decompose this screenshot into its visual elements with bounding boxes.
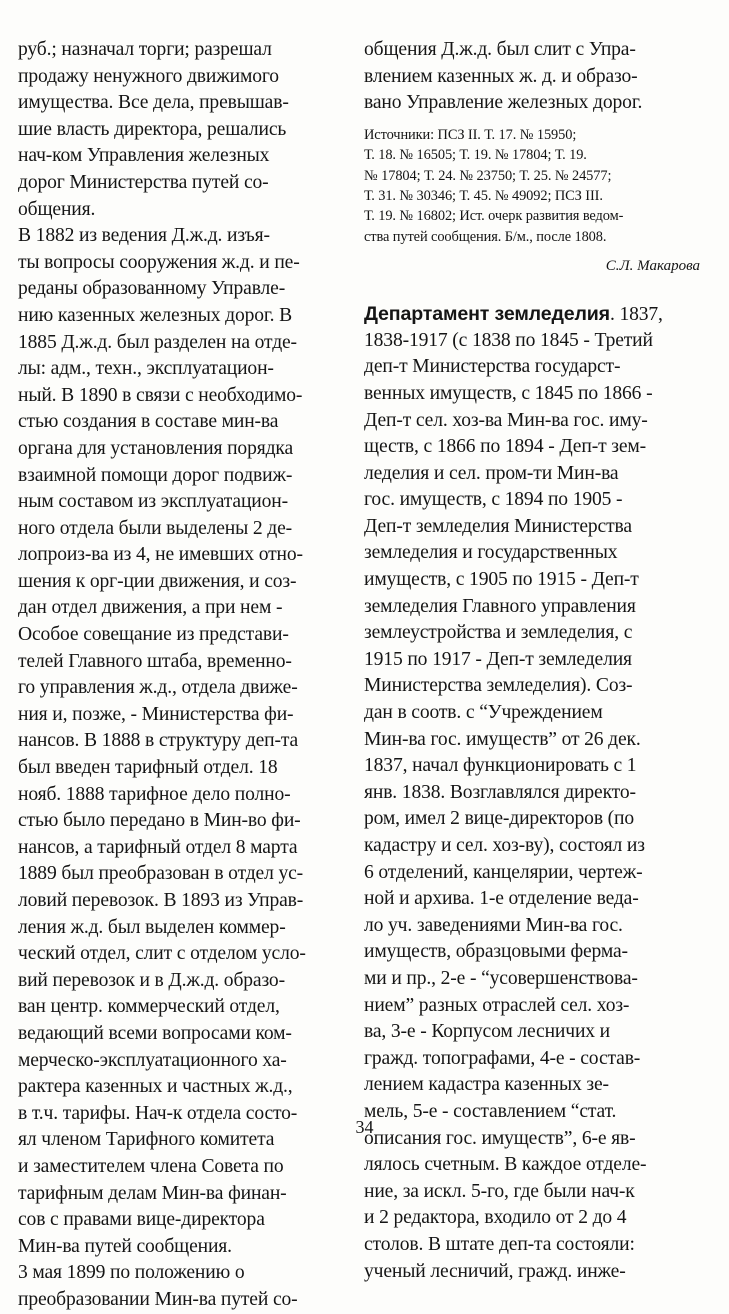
text-line: ван центр. коммерческий отдел, bbox=[18, 996, 280, 1018]
text-line: нансов, а тарифный отдел 8 марта bbox=[18, 836, 298, 858]
author-signature: С.Л. Макарова bbox=[605, 258, 700, 275]
page-number: 34 bbox=[355, 1117, 374, 1137]
text-line: мель, 5-е - составлением “стат. bbox=[364, 1100, 617, 1122]
text-line: 1837, начал функционировать с 1 bbox=[364, 755, 637, 777]
text-line: ный. В 1890 в связи с необходимо- bbox=[18, 384, 303, 406]
text-line: В 1882 из ведения Д.ж.д. изъя- bbox=[18, 225, 270, 247]
text-line: ва, 3-е - Корпусом лесничих и bbox=[364, 1021, 611, 1043]
text-line: нансов. В 1888 в структуру деп-та bbox=[18, 730, 299, 752]
text-line: продажу ненужного движимого bbox=[18, 65, 279, 87]
text-line: общения. bbox=[18, 198, 96, 220]
text-line: вано Управление железных дорог. bbox=[364, 92, 643, 114]
text-line: гражд. топографами, 4-е - состав- bbox=[364, 1047, 641, 1069]
text-line: имущества. Все дела, превышав- bbox=[18, 92, 289, 114]
text-line: дан в соотв. с “Учреждением bbox=[364, 702, 603, 724]
text-line: ведающий всеми вопросами ком- bbox=[18, 1022, 292, 1044]
text-line: нию казенных железных дорог. В bbox=[18, 304, 293, 326]
source-line: Т. 18. № 16505; Т. 19. № 17804; Т. 19. bbox=[364, 147, 587, 164]
source-line: № 17804; Т. 24. № 23750; Т. 25. № 24577; bbox=[364, 167, 612, 184]
text-line: ние, за искл. 5-го, где были нач-к bbox=[364, 1180, 635, 1202]
sources-block bbox=[364, 125, 700, 247]
text-line: нач-ком Управления железных bbox=[18, 145, 270, 167]
text-line: Мин-ва гос. имуществ” от 26 дек. bbox=[364, 728, 641, 750]
text-line: вий перевозок и в Д.ж.д. образо- bbox=[18, 969, 285, 991]
text-line: ществ, с 1866 по 1894 - Деп-т зем- bbox=[364, 436, 646, 458]
text-line: 1889 был преобразован в отдел ус- bbox=[18, 863, 304, 885]
text-line: 1885 Д.ж.д. был разделен на отде- bbox=[18, 331, 297, 353]
text-line: 6 отделений, канцелярии, чертеж- bbox=[364, 861, 643, 883]
source-line: Т. 19. № 16802; Ист. очерк развития ведом- bbox=[364, 208, 624, 225]
text-line: деп-т Министерства государст- bbox=[364, 356, 621, 378]
text-line: влением казенных ж. д. и образо- bbox=[364, 65, 638, 87]
text-line: руб.; назначал торги; разрешал bbox=[18, 39, 272, 60]
text-line: ного отдела были выделены 2 де- bbox=[18, 517, 293, 539]
text-line: дорог Министерства путей со- bbox=[18, 171, 269, 193]
text-line: и 2 редактора, входило от 2 до 4 bbox=[364, 1207, 627, 1229]
text-line: Деп-т сел. хоз-ва Мин-ва гос. иму- bbox=[364, 409, 648, 431]
text-line: был введен тарифный отдел. 18 bbox=[18, 757, 278, 779]
text-line: го управления ж.д., отдела движе- bbox=[18, 677, 298, 699]
text-line: ром, имел 2 вице-директоров (по bbox=[364, 808, 635, 830]
text-line: Департамент земледелия. 1837, bbox=[364, 303, 663, 326]
source-line: ства путей сообщения. Б/м., после 1808. bbox=[364, 228, 607, 245]
text-line: нием” разных отраслей сел. хоз- bbox=[364, 994, 630, 1016]
text-line: ной и архива. 1-е отделение веда- bbox=[364, 888, 639, 910]
text-line: лением кадастра казенных зе- bbox=[364, 1074, 609, 1096]
text-line: кадастру и сел. хоз-ву), состоял из bbox=[364, 835, 645, 856]
text-line: лялось счетным. В каждое отделе- bbox=[364, 1154, 647, 1176]
text-line: рактера казенных и частных ж.д., bbox=[18, 1076, 293, 1098]
text-line: земледелия Главного управления bbox=[364, 595, 636, 617]
text-line: в т.ч. тарифы. Нач-к отдела состо- bbox=[18, 1102, 298, 1124]
text-line: столов. В штате деп-та состояли: bbox=[364, 1233, 635, 1255]
text-line: лы: адм., техн., эксплуатацион- bbox=[18, 358, 274, 380]
text-line: мерческо-эксплуатационного ха- bbox=[18, 1049, 287, 1071]
text-line: описания гос. имуществ”, 6-е яв- bbox=[364, 1127, 636, 1149]
article-heading: Департамент земледелия bbox=[364, 303, 610, 326]
text-line: реданы образованному Управле- bbox=[18, 278, 286, 300]
text-line: ным составом из эксплуатацион- bbox=[18, 491, 288, 513]
text-line: ло уч. заведениями Мин-ва гос. bbox=[364, 914, 623, 936]
text-line: ловий перевозок. В 1893 из Управ- bbox=[18, 890, 304, 911]
text-line: сов с правами вице-директора bbox=[18, 1209, 265, 1231]
text-line: венных имуществ, с 1845 по 1866 - bbox=[364, 382, 653, 404]
text-line: ления ж.д. был выделен коммер- bbox=[18, 916, 286, 938]
text-line: стью создания в составе мин-ва bbox=[18, 411, 279, 433]
text-line: Мин-ва путей сообщения. bbox=[18, 1235, 232, 1257]
text-line: 1838-1917 (с 1838 по 1845 - Третий bbox=[364, 329, 653, 351]
text-line: телей Главного штаба, временно- bbox=[18, 650, 292, 672]
text-line: ми и пр., 2-е - “усовершенствова- bbox=[364, 967, 638, 989]
source-line: Т. 31. № 30346; Т. 45. № 49092; ПСЗ III. bbox=[364, 187, 603, 204]
text-line: ты вопросы сооружения ж.д. и пе- bbox=[18, 251, 300, 273]
text-line: гос. имуществ, с 1894 по 1905 - bbox=[364, 489, 623, 511]
text-line: стью было передано в Мин-во фи- bbox=[18, 810, 301, 832]
text-line: имуществ, образцовыми ферма- bbox=[364, 941, 628, 963]
text-line: общения Д.ж.д. был слит с Упра- bbox=[364, 39, 636, 60]
text-line: и заместителем члена Совета по bbox=[18, 1155, 284, 1177]
text-line: имуществ, с 1905 по 1915 - Деп-т bbox=[364, 569, 639, 591]
text-line: лопроиз-ва из 4, не имевших отно- bbox=[18, 544, 303, 566]
text-line: 3 мая 1899 по положению о bbox=[18, 1262, 245, 1284]
text-line: взаимной помощи дорог подвиж- bbox=[18, 464, 293, 486]
text-line: Министерства земледелия). Соз- bbox=[364, 675, 633, 697]
text-line: ния и, позже, - Министерства фи- bbox=[18, 703, 294, 725]
text-line: Особое совещание из представи- bbox=[18, 624, 289, 646]
text-line: землеустройства и земледелия, с bbox=[364, 622, 633, 644]
text-line: земледелия и государственных bbox=[364, 542, 618, 564]
text-line: Деп-т земледелия Министерства bbox=[364, 515, 632, 537]
text-line: шие власть директора, решались bbox=[18, 118, 287, 140]
text-line: ческий отдел, слит с отделом усло- bbox=[18, 943, 306, 965]
text-line: ял членом Тарифного комитета bbox=[18, 1129, 275, 1151]
text-line: нояб. 1888 тарифное дело полно- bbox=[18, 783, 291, 805]
text-line: дан отдел движения, а при нем - bbox=[18, 597, 283, 619]
text-line: 1915 по 1917 - Деп-т земледелия bbox=[364, 648, 632, 670]
text-line: тарифным делам Мин-ва финан- bbox=[18, 1182, 287, 1204]
text-line: органа для установления порядка bbox=[18, 437, 294, 459]
text-line: леделия и сел. пром-ти Мин-ва bbox=[364, 462, 619, 484]
right-column bbox=[364, 37, 700, 1285]
text-line: преобразовании Мин-ва путей со- bbox=[18, 1288, 298, 1310]
text-line: шения к орг-ции движения, и соз- bbox=[18, 570, 297, 592]
source-line: Источники: ПСЗ II. Т. 17. № 15950; bbox=[364, 126, 577, 143]
previous-article-ending bbox=[364, 37, 700, 117]
text-line: ученый лесничий, гражд. инже- bbox=[364, 1260, 626, 1282]
text-line: янв. 1838. Возглавлялся директо- bbox=[364, 781, 636, 803]
